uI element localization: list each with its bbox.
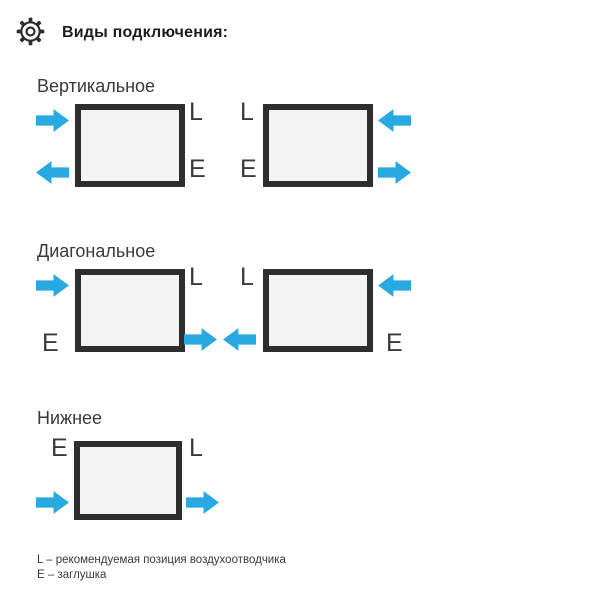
arrow-left-icon	[378, 109, 411, 132]
vent-label: L	[189, 98, 203, 126]
arrow-right-icon	[186, 491, 219, 514]
arrow-right-icon	[36, 274, 69, 297]
arrow-right-icon	[184, 328, 217, 351]
arrow-left-icon	[36, 161, 69, 184]
legend-line-plug: E – заглушка	[37, 569, 107, 581]
page-title: Виды подключения:	[62, 24, 229, 41]
plug-label: E	[386, 329, 403, 357]
plug-label: E	[51, 434, 68, 462]
radiator-rect	[74, 441, 182, 520]
plug-label: E	[240, 155, 257, 183]
radiator-rect	[75, 104, 185, 187]
section-title-bottom: Нижнее	[37, 408, 103, 428]
vent-label: L	[240, 98, 254, 126]
gear-icon	[15, 16, 46, 47]
radiator-rect	[75, 269, 185, 352]
arrow-right-icon	[36, 109, 69, 132]
legend-line-vent: L – рекомендуемая позиция воздухоотводчика	[37, 554, 286, 566]
radiator-rect	[263, 269, 373, 352]
arrow-right-icon	[378, 161, 411, 184]
vent-label: L	[240, 263, 254, 291]
section-title-diagonal: Диагональное	[37, 241, 156, 261]
vent-label: L	[189, 434, 203, 462]
arrow-left-icon	[378, 274, 411, 297]
arrow-left-icon	[223, 328, 256, 351]
plug-label: E	[189, 155, 206, 183]
arrow-right-icon	[36, 491, 69, 514]
vent-label: L	[189, 263, 203, 291]
radiator-rect	[263, 104, 373, 187]
section-title-vertical: Вертикальное	[37, 76, 156, 96]
plug-label: E	[42, 329, 59, 357]
